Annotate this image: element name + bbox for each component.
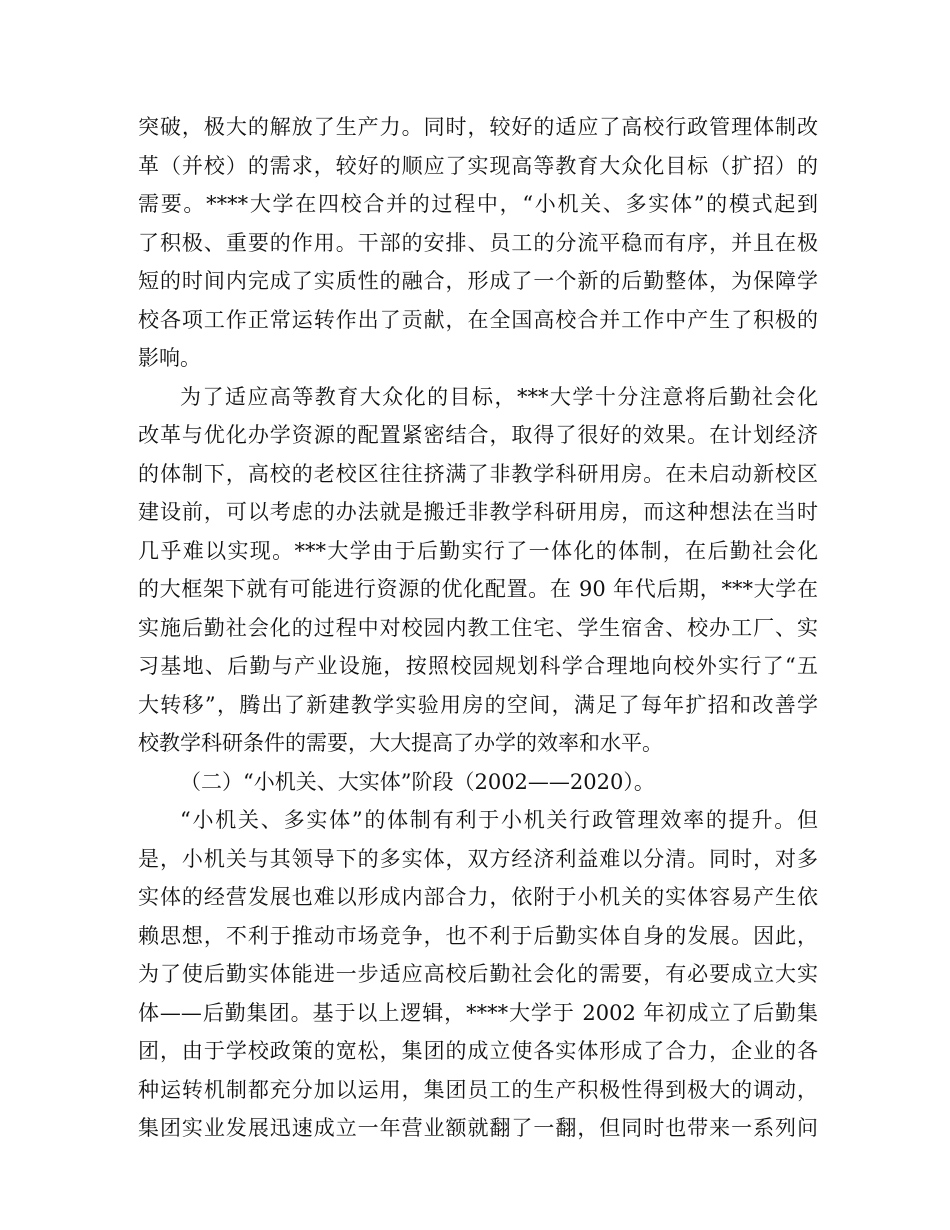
text-line: 集团实业发展迅速成立一年营业额就翻了一翻，但同时也带来一系列问 xyxy=(138,1116,818,1140)
text-line: 了积极、重要的作用。干部的安排、员工的分流平稳而有序，并且在极 xyxy=(138,230,818,255)
text-line: 大转移”，腾出了新建教学实验用房的空间，满足了每年扩招和改善学 xyxy=(138,692,818,717)
text-line: 几乎难以实现。***大学由于后勤实行了一体化的体制，在后勤社会化 xyxy=(138,538,818,563)
text-line: 校各项工作正常运转作出了贡献，在全国高校合并工作中产生了积极的 xyxy=(138,307,818,332)
text-line: 短的时间内完成了实质性的融合，形成了一个新的后勤整体，为保障学 xyxy=(138,269,818,293)
text-line: 需要。****大学在四校合并的过程中，“小机关、多实体”的模式起到 xyxy=(138,192,818,216)
text-line: 为了使后勤实体能进一步适应高校后勤社会化的需要，有必要成立大实 xyxy=(138,962,818,986)
text-line: 体——后勤集团。基于以上逻辑，****大学于 2002 年初成立了后勤集 xyxy=(138,1000,818,1025)
text-line: 为了适应高等教育大众化的目标，***大学十分注意将后勤社会化 xyxy=(180,384,818,409)
text-line: 实体的经营发展也难以形成内部合力，依附于小机关的实体容易产生依 xyxy=(138,885,818,909)
text-line: 赖思想，不利于推动市场竞争，也不利于后勤实体自身的发展。因此， xyxy=(138,923,818,948)
body-text xyxy=(138,108,818,1148)
text-line: 实施后勤社会化的过程中对校园内教工住宅、学生宿舍、校办工厂、实 xyxy=(138,615,818,640)
text-line: 是，小机关与其领导下的多实体，双方经济利益难以分清。同时，对多 xyxy=(138,846,818,871)
text-line: 的体制下，高校的老校区往往挤满了非教学科研用房。在未启动新校区 xyxy=(138,461,818,486)
text-line: 校教学科研条件的需要，大大提高了办学的效率和水平。 xyxy=(138,731,663,755)
text-line: 团，由于学校政策的宽松，集团的成立使各实体形成了合力，企业的各 xyxy=(138,1039,818,1063)
text-line: 突破，极大的解放了生产力。同时，较好的适应了高校行政管理体制改 xyxy=(138,115,818,139)
text-line: 种运转机制都充分加以运用，集团员工的生产积极性得到极大的调动， xyxy=(138,1077,818,1102)
text-line: 的大框架下就有可能进行资源的优化配置。在 90 年代后期，***大学在 xyxy=(138,577,818,601)
text-line: 改革与优化办学资源的配置紧密结合，取得了很好的效果。在计划经济 xyxy=(138,423,818,447)
text-line: 习基地、后勤与产业设施，按照校园规划科学合理地向校外实行了“五 xyxy=(138,654,818,678)
text-line: 影响。 xyxy=(138,346,201,370)
text-line: 建设前，可以考虑的办法就是搬迁非教学科研用房，而这种想法在当时 xyxy=(138,500,818,524)
text-line: （二）“小机关、大实体”阶段（2002——2020）。 xyxy=(180,769,655,794)
text-line: 革（并校）的需求，较好的顺应了实现高等教育大众化目标（扩招）的 xyxy=(138,153,818,178)
text-line: “小机关、多实体”的体制有利于小机关行政管理效率的提升。但 xyxy=(180,808,818,832)
